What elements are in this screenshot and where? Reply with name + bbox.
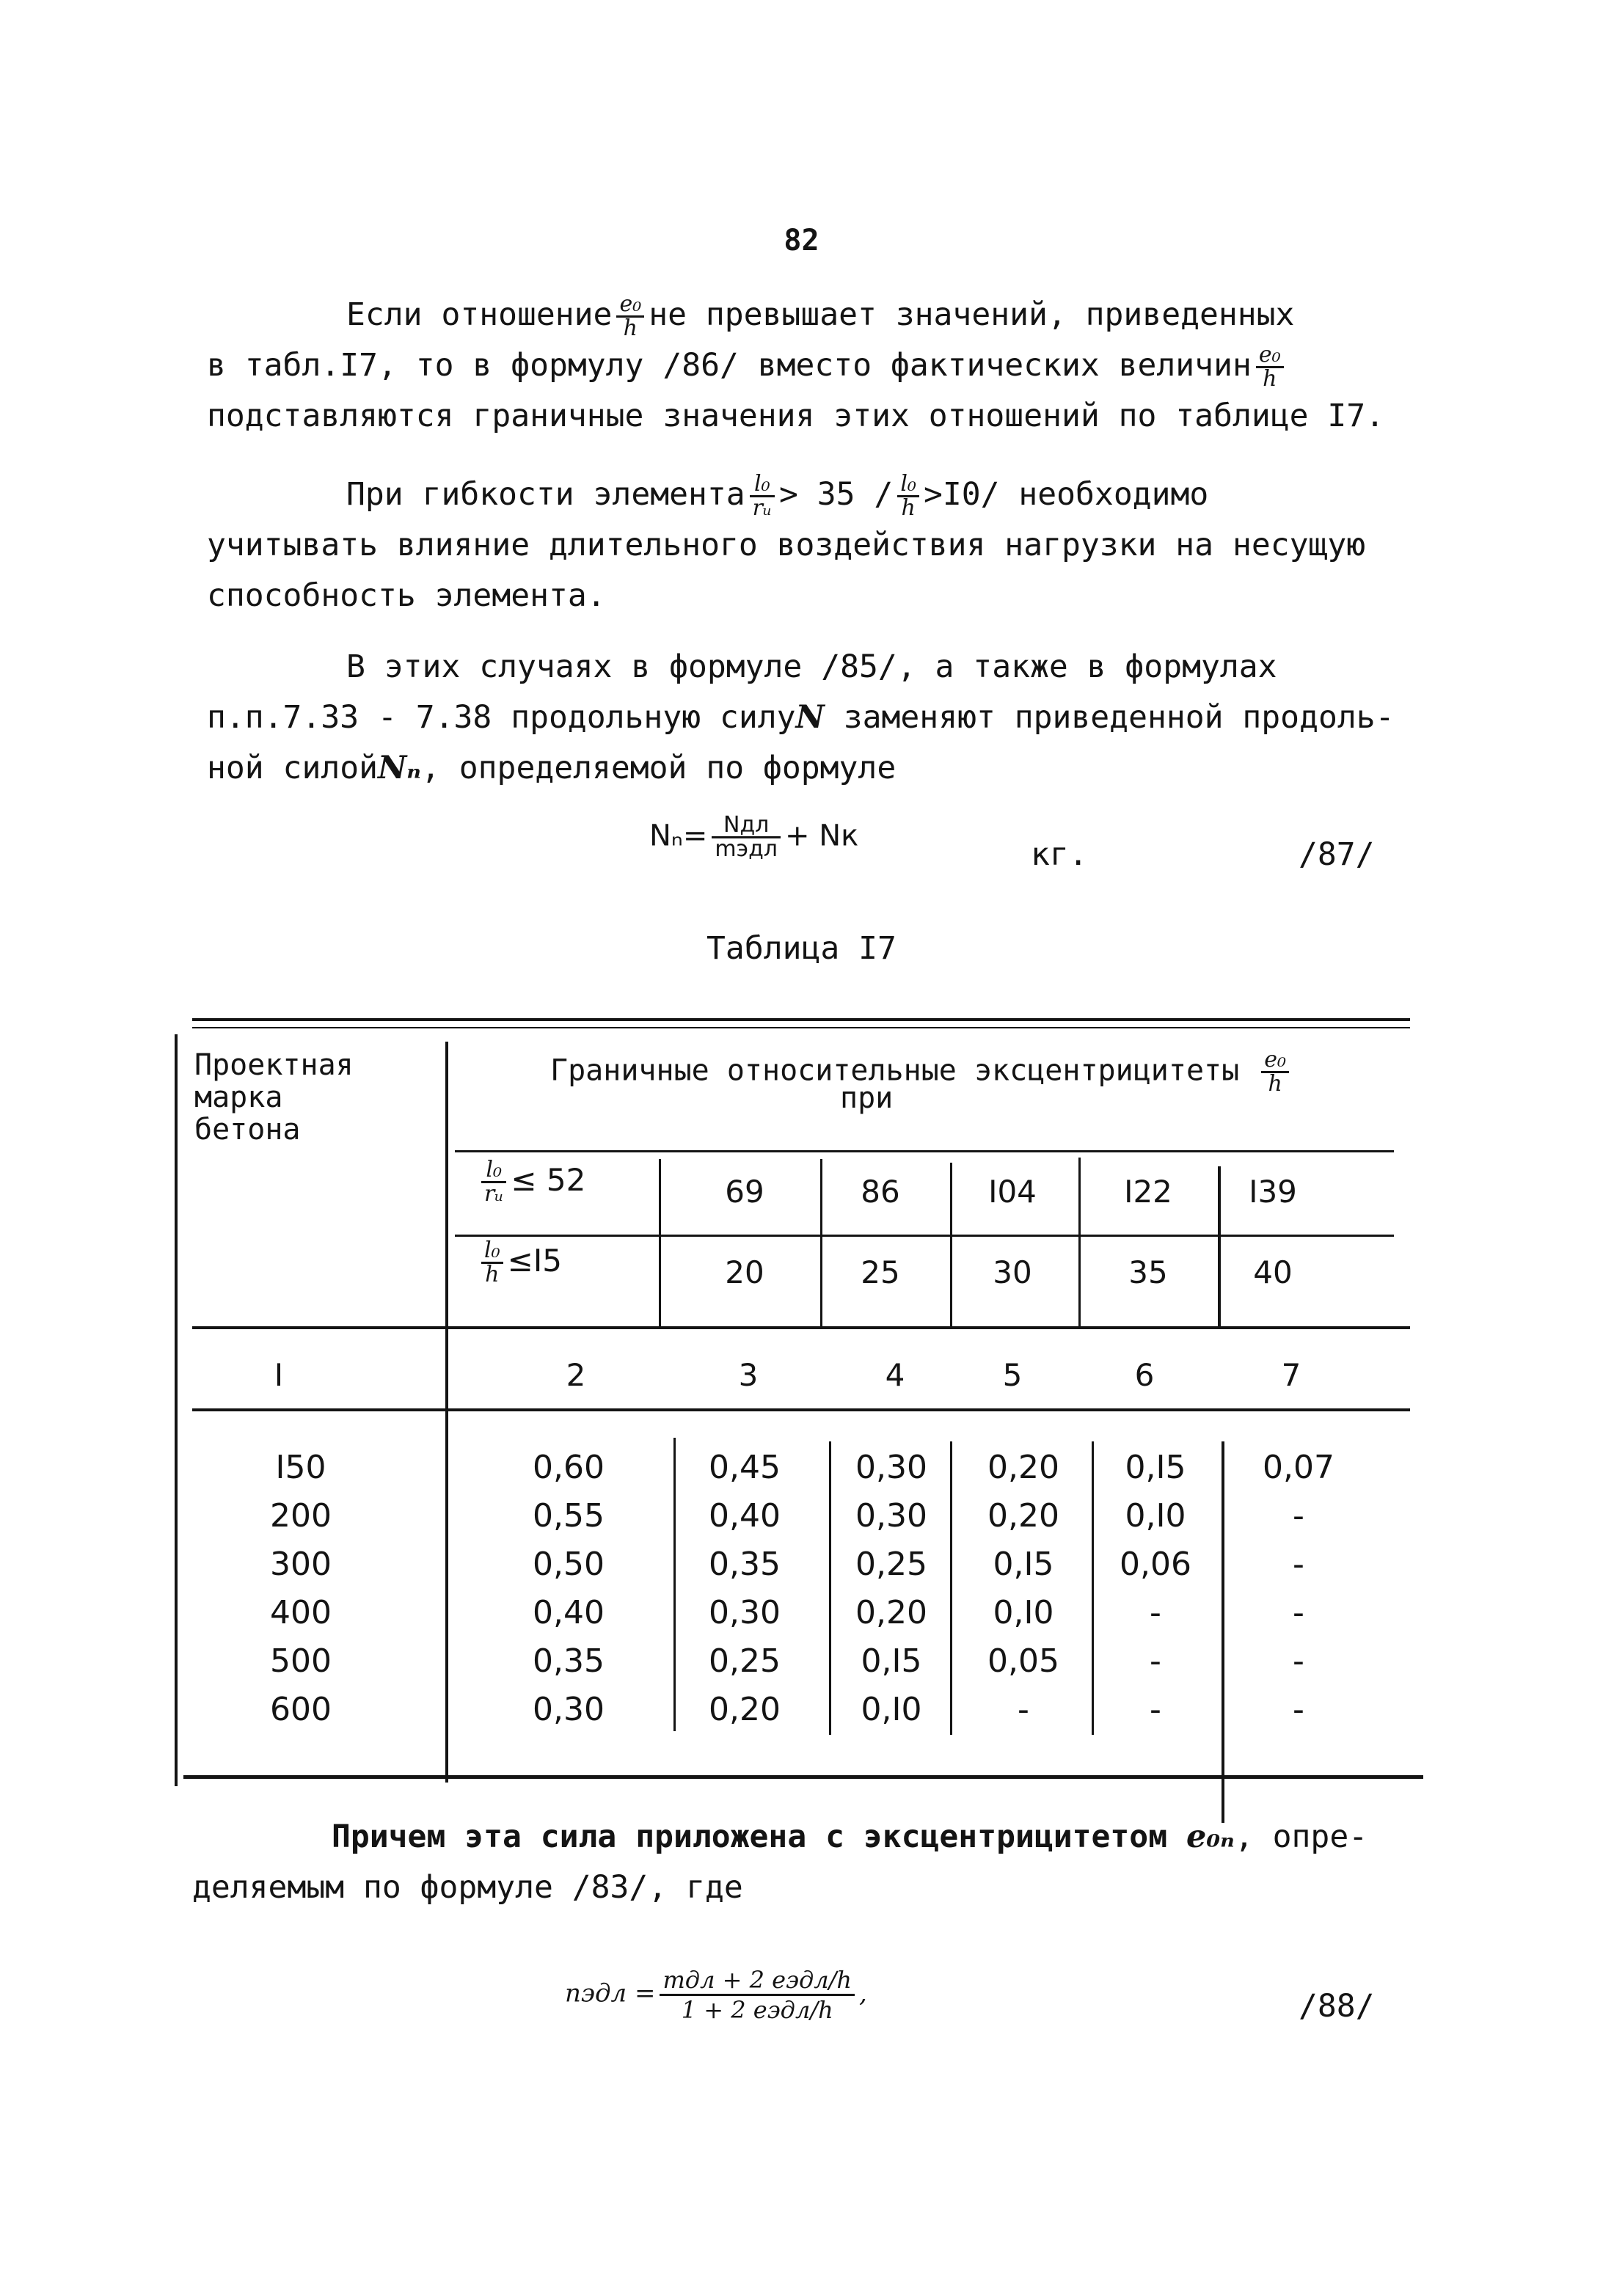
paragraph-1-line-3: подставляются граничные значения этих отношений по таблице I7. [207,398,1385,434]
formula-87-number: /87/ [1299,836,1375,873]
value-cell: 0,I5 [1125,1449,1186,1486]
eccentricity-header: Граничные относительные эксцентрицитеты $\frac{\text{e₀}}{h}$ при [550,1049,1394,1114]
formula-88: nэдл = $\frac{\text{mдл + 2 eэдл/h}}{\text{1 + 2 eэдл/h}}$ , [565,1966,867,2024]
formula-88-fraction: $\frac{\text{mдл + 2 eэдл/h}}{\text{1 + 2 eэдл/h}}$ [660,1966,855,2024]
header-sub-rule [455,1150,1394,1152]
value-cell: 0,20 [987,1449,1059,1486]
paragraph-1 [207,290,1439,442]
paragraph-2-line-2: учитывать влияние длительного воздействия нагрузки на несущую [207,527,1366,563]
value-cell: - [1018,1691,1029,1728]
paragraph-2-line-3: способность элемента. [207,577,606,614]
value-cell: 0,I5 [861,1642,922,1680]
value-cell: 0,40 [533,1594,605,1631]
ratio-e0-h: $\frac{\text{e₀}}{h}$ [616,293,644,340]
paragraph-4-line-1: Причем эта сила приложена с эксцентрицитетом e₀ₙ, опре- [332,1818,1368,1855]
formula-88-number: /88/ [1299,1988,1375,2025]
data-column-7 [1240,1444,1357,1734]
value-cell: 0,30 [855,1497,927,1535]
data-column-5 [961,1444,1086,1734]
grade-column [242,1444,359,1734]
value-cell: - [1293,1546,1304,1583]
formula-87: Nₙ= $\frac{\text{Nдл}}{\text{mэдл}}$ + Nк [649,812,859,862]
grade-cell: 200 [270,1497,332,1535]
value-cell: 0,40 [709,1497,781,1535]
row-lr-value: I22 [1124,1174,1172,1210]
table-left-rule [175,1034,178,1786]
paragraph-4-line-2: деляемым по формуле /83/, где [192,1869,743,1906]
column-number: 7 [1281,1357,1301,1393]
value-cell: - [1293,1497,1304,1535]
ratio-e0-h-2: $\frac{\text{e₀}}{h}$ [1256,344,1284,390]
formula-87-unit: кг. [1031,836,1088,873]
header-vrule-5 [1218,1166,1221,1326]
data-vrule-4 [1092,1441,1094,1735]
value-cell: 0,20 [987,1497,1059,1535]
column-number: 6 [1134,1357,1155,1393]
paragraph-2 [207,469,1439,621]
data-column-2 [506,1444,631,1734]
page-number: 82 [784,224,819,257]
value-cell: - [1293,1594,1304,1631]
grade-cell: I50 [275,1449,326,1486]
value-cell: - [1150,1691,1161,1728]
value-cell: 0,I0 [1125,1497,1186,1535]
row-lh-value: 25 [861,1254,900,1290]
value-cell: 0,05 [987,1642,1059,1680]
value-cell: 0,55 [533,1497,605,1535]
value-cell: 0,25 [855,1546,927,1583]
row-lr-value: I04 [988,1174,1037,1210]
column-number: 2 [566,1357,586,1393]
row-lr-value: I39 [1249,1174,1297,1210]
table-caption: Таблица I7 [706,930,897,967]
value-cell: 0,I0 [993,1594,1054,1631]
header-vrule-3 [950,1163,952,1326]
value-cell: 0,I0 [861,1691,922,1728]
header-ratio-e0-h: $\frac{\text{e₀}}{h}$ [1261,1049,1289,1095]
formula-87-fraction: $\frac{\text{Nдл}}{\text{mэдл}}$ [712,814,781,860]
data-vrule-3 [950,1441,952,1735]
column-number: 3 [738,1357,759,1393]
colnum-bottom-rule [192,1408,1410,1411]
row-lr-value: 86 [861,1174,900,1210]
row-lh-value: 20 [725,1254,764,1290]
row-lh-value: 40 [1253,1254,1293,1290]
paragraph-4 [192,1812,1439,1913]
symbol-Nn: Nₙ [378,750,421,786]
symbol-e0n: e₀ₙ [1186,1818,1235,1855]
data-vrule-5 [1222,1441,1224,1823]
header-vrule-1 [659,1159,661,1326]
value-cell: 0,30 [855,1449,927,1486]
table-top-rule [192,1018,1410,1021]
data-column-3 [682,1444,807,1734]
value-cell: 0,06 [1120,1546,1191,1583]
grade-column-header: Проектная марка бетона [194,1048,354,1147]
data-column-4 [833,1444,950,1734]
value-cell: 0,45 [709,1449,781,1486]
value-cell: - [1150,1594,1161,1631]
table-col1-rule [445,1042,448,1783]
value-cell: 0,60 [533,1449,605,1486]
grade-cell: 500 [270,1642,332,1680]
value-cell: 0,20 [709,1691,781,1728]
slenderness-l0-r: $\frac{\text{l₀}}{\text{rᵤ}}$ [750,473,775,519]
grade-cell: 400 [270,1594,332,1631]
value-cell: 0,35 [709,1546,781,1583]
value-cell: 0,35 [533,1642,605,1680]
value-cell: 0,I5 [993,1546,1054,1583]
column-number: I [274,1357,284,1393]
symbol-N: N [795,699,825,736]
value-cell: 0,30 [709,1594,781,1631]
value-cell: 0,07 [1263,1449,1334,1486]
value-cell: 0,30 [533,1691,605,1728]
value-cell: - [1293,1642,1304,1680]
paragraph-1-line-1: Если отношение $\frac{\text{e₀}}{h}$ не превышает значений, приведенных [346,291,1295,341]
table-top-rule-2 [192,1027,1410,1028]
header-vrule-4 [1078,1158,1081,1326]
data-vrule-1 [673,1438,676,1731]
row-lh-value: 30 [993,1254,1032,1290]
paragraph-3-line-3: ной силойNₙ, определяемой по формуле [207,750,897,786]
grade-cell: 300 [270,1546,332,1583]
row-lr-label: $\frac{\text{l₀}}{\text{rᵤ}}$ ≤ 52 [477,1159,646,1205]
value-cell: 0,50 [533,1546,605,1583]
value-cell: - [1150,1642,1161,1680]
paragraph-3-line-2: п.п.7.33 - 7.38 продольную силуN заменяют приведенной продоль- [207,699,1395,736]
paragraph-3 [207,642,1439,794]
header-bottom-rule [192,1326,1410,1329]
column-number: 4 [885,1357,905,1393]
row-lh-value: 35 [1128,1254,1168,1290]
paragraph-3-line-1: В этих случаях в формуле /85/, а также в формулах [346,648,1277,685]
value-cell: 0,20 [855,1594,927,1631]
data-column-6 [1100,1444,1211,1734]
header-row-rule [455,1235,1394,1237]
grade-cell: 600 [270,1691,332,1728]
header-vrule-2 [820,1159,822,1326]
column-number: 5 [1002,1357,1023,1393]
value-cell: 0,25 [709,1642,781,1680]
paragraph-2-line-1: При гибкости элемента $\frac{\text{l₀}}{\text{rᵤ}}$ > 35 / $\frac{\text{l₀}}{h}$ >I0/ необходимо [346,471,1209,521]
table-bottom-rule [183,1775,1423,1779]
value-cell: - [1293,1691,1304,1728]
paragraph-1-line-2: в табл.I7, то в формулу /86/ вместо фактических величин $\frac{\text{e₀}}{h}$ [207,340,1439,391]
row-lr-value: 69 [725,1174,764,1210]
row-lh-label: $\frac{\text{l₀}}{h}$ ≤I5 [477,1240,646,1286]
slenderness-l0-h: $\frac{\text{l₀}}{h}$ [897,473,919,519]
data-vrule-2 [829,1441,831,1735]
